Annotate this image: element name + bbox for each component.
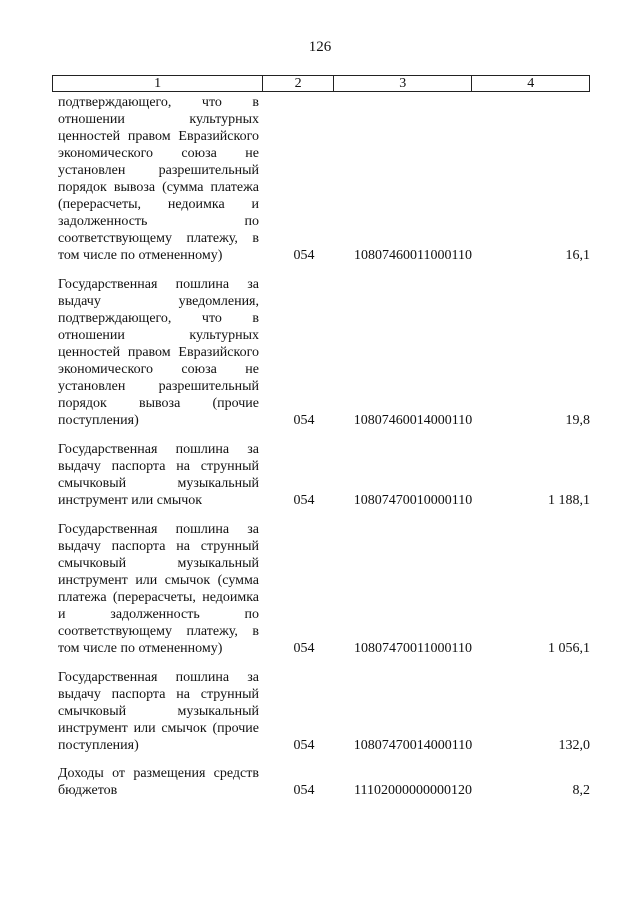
table-row [58,94,590,264]
row-classification-code: 10807460014000110 [353,413,473,428]
row-classification-code: 10807460011000110 [354,248,472,263]
header-col-1: 1 [53,76,263,91]
row-admin-code: 054 [293,493,315,508]
header-col-4: 4 [527,76,535,91]
row-value: 19,8 [565,413,590,428]
row-value: 132,0 [558,738,590,753]
row-description: Государственная пошлина за выдачу паспорта на струнный смычковый музыкальный инструмент или смычок (сумма платежа (перерасчеты, недоимка и задолженность по соответствующему платежу, в том числе по отмененному) [58,522,259,656]
row-value: 1 056,1 [548,641,590,656]
row-description: Доходы от размещения средств бюджетов [58,766,259,798]
row-admin-code: 054 [293,248,315,263]
table-body [58,94,590,799]
row-value: 1 188,1 [548,493,590,508]
row-description: Государственная пошлина за выдачу паспорта на струнный смычковый музыкальный инструмент или смычок (прочие поступления) [58,670,259,753]
row-admin-code: 054 [293,738,315,753]
header-col-2: 2 [263,76,334,91]
row-admin-code: 054 [293,783,315,798]
row-classification-code: 10807470014000110 [353,738,473,753]
row-description: Государственная пошлина за выдачу паспорта на струнный смычковый музыкальный инструмент или смычок [58,442,259,508]
table-header [52,75,590,92]
row-admin-code: 054 [293,413,315,428]
row-classification-code: 11102000000000120 [354,783,472,798]
row-value: 16,1 [565,248,590,263]
header-col-3: 3 [334,76,472,91]
table-row [58,669,590,754]
row-description: Государственная пошлина за выдачу уведомления, подтверждающего, что в отношении культурных ценностей правом Евразийского экономического союза не установлен разрешительный порядок вывоза (прочие поступления) [58,277,259,428]
row-description: подтверждающего, что в отношении культурных ценностей правом Евразийского экономического союза не установлен разрешительный порядок вывоза (сумма платежа (перерасчеты, недоимка и задолженность по соответствующему платежу, в том числе по отмененному) [58,95,259,263]
row-admin-code: 054 [293,641,315,656]
table-row [58,441,590,509]
table-row [58,276,590,429]
page-number: 126 [308,39,332,55]
table-row [58,521,590,657]
row-classification-code: 10807470010000110 [353,493,473,508]
table-row [58,765,590,799]
row-classification-code: 10807470011000110 [354,641,472,656]
row-value: 8,2 [572,783,590,798]
